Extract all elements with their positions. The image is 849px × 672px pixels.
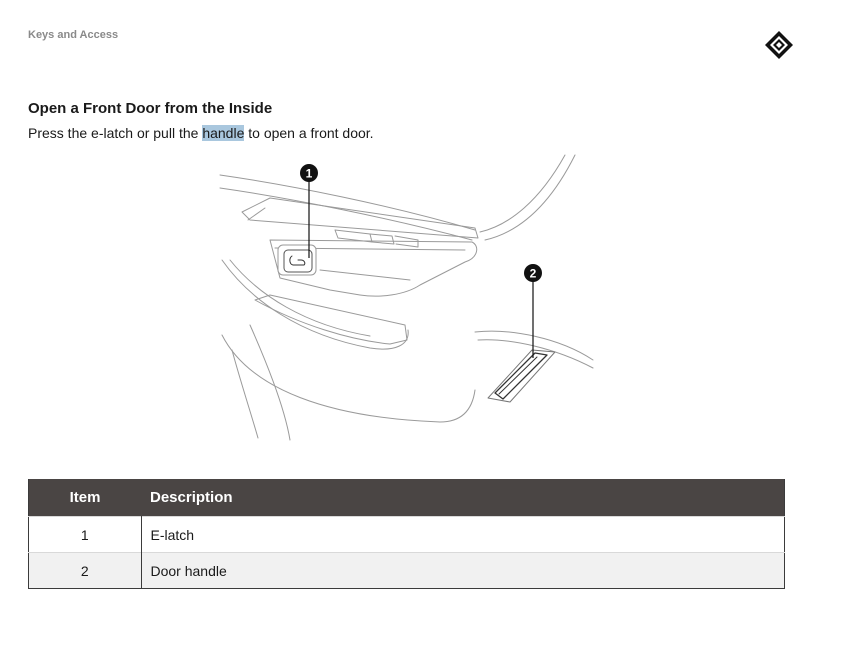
callout-1-label: 1 xyxy=(305,166,313,181)
callout-1 xyxy=(300,164,318,258)
item-description-table xyxy=(28,479,785,589)
column-header-description: Description xyxy=(141,479,785,517)
table-row xyxy=(29,553,785,589)
highlighted-word: handle xyxy=(202,125,245,141)
brand-diamond-icon xyxy=(763,29,795,61)
callout-2-label: 2 xyxy=(529,266,537,281)
item-description: Door handle xyxy=(141,553,785,589)
column-header-item: Item xyxy=(29,479,142,517)
instruction-text xyxy=(28,125,374,141)
instruction-text-end: to open a front door. xyxy=(244,125,374,141)
page-title: Open a Front Door from the Inside xyxy=(28,100,273,117)
table-row xyxy=(29,517,785,553)
table-header-row xyxy=(29,479,785,517)
item-description: E-latch xyxy=(141,517,785,553)
instruction-text-start: Press the e-latch or pull the xyxy=(28,125,203,141)
item-number: 2 xyxy=(29,553,142,589)
door-interior-illustration xyxy=(210,150,610,445)
section-header: Keys and Access xyxy=(28,29,119,41)
item-number: 1 xyxy=(29,517,142,553)
